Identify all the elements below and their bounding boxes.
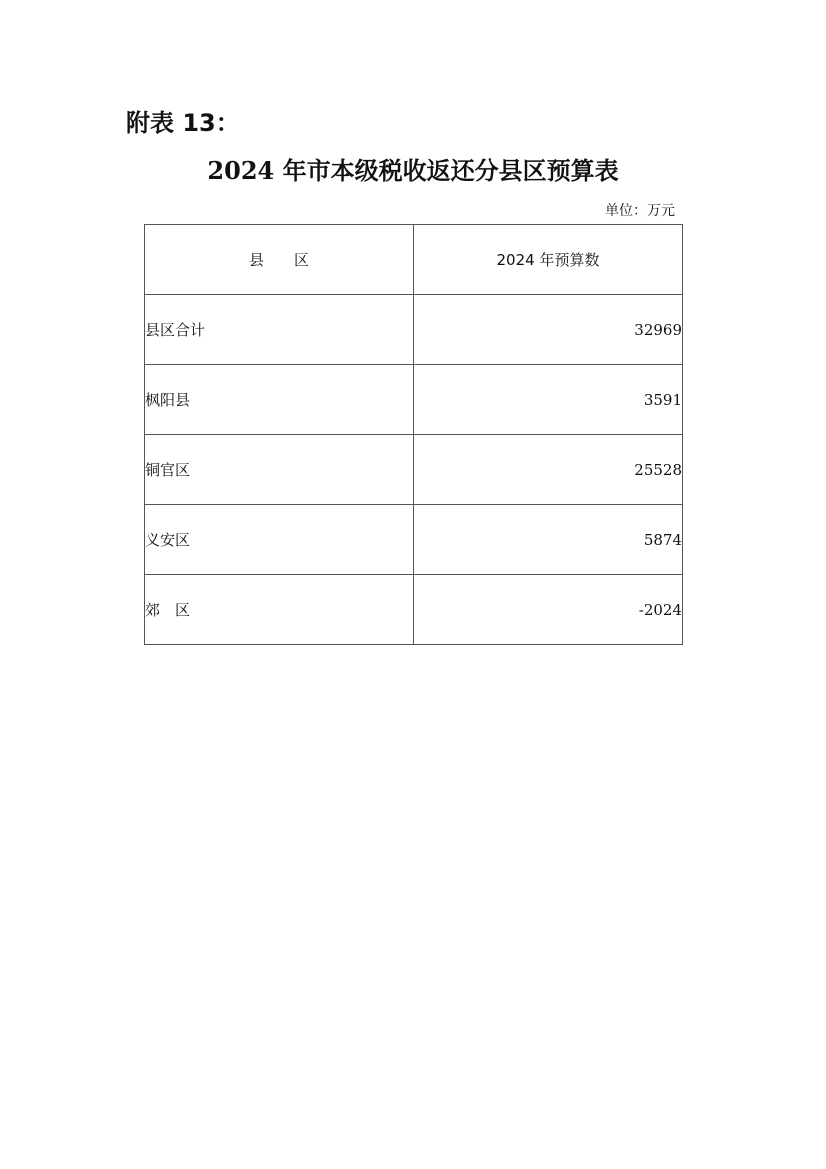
table-row [145,435,683,505]
table-row [145,365,683,435]
table-header-row [145,225,683,295]
row-name: 义安区 [145,505,414,575]
row-value: 5874 [414,505,683,575]
attachment-label: 附表 13： [126,109,240,137]
row-name: 县区合计 [145,295,414,365]
budget-table [144,224,683,645]
table-row-total [145,295,683,365]
header-budget-2024: 2024 年预算数 [414,225,683,295]
row-value: 32969 [414,295,683,365]
row-name: 郊 区 [145,575,414,645]
row-name: 铜官区 [145,435,414,505]
row-value: -2024 [414,575,683,645]
table-row [145,505,683,575]
header-district: 县 区 [145,225,414,295]
unit-note: 单位：万元 [605,203,675,219]
row-value: 25528 [414,435,683,505]
page-title: 2024 年市本级税收返还分县区预算表 [207,156,619,185]
row-value: 3591 [414,365,683,435]
row-name: 枫阳县 [145,365,414,435]
table-row [145,575,683,645]
